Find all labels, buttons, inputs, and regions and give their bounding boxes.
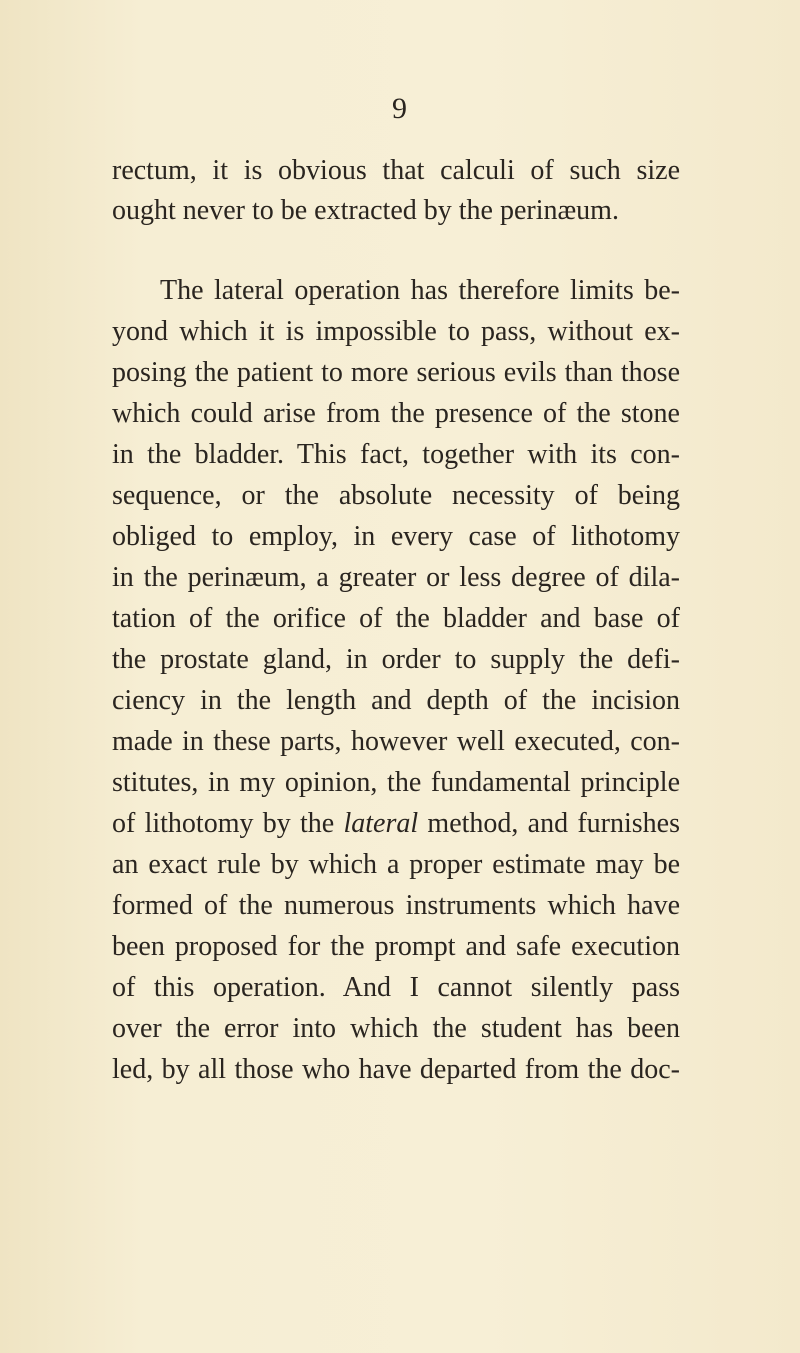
text-line: obliged to employ, in every case of lithotomy [112, 521, 680, 552]
text-span: method, and furnishes [418, 808, 681, 839]
text-line: The lateral operation has therefore limits be- [160, 275, 680, 306]
text-line-with-italic [112, 808, 680, 840]
text-line: rectum, it is obvious that calculi of such size [112, 155, 680, 186]
text-line: ought never to be extracted by the perinæum. [112, 195, 619, 226]
text-line: over the error into which the student has been [112, 1013, 680, 1044]
text-line: which could arise from the presence of the stone [112, 398, 680, 429]
text-line: in the bladder. This fact, together with its con- [112, 439, 680, 470]
text-line: posing the patient to more serious evils than those [112, 357, 680, 388]
text-line: made in these parts, however well executed, con- [112, 726, 680, 757]
text-line: led, by all those who have departed from the doc- [112, 1054, 680, 1085]
text-line: ciency in the length and depth of the incision [112, 685, 680, 716]
text-span: of lithotomy by the [112, 808, 344, 839]
italic-term: lateral [343, 808, 419, 839]
text-line: the prostate gland, in order to supply the defi- [112, 644, 680, 675]
text-line: yond which it is impossible to pass, without ex- [112, 316, 680, 347]
text-line: an exact rule by which a proper estimate may be [112, 849, 680, 880]
text-line: tation of the orifice of the bladder and base of [112, 603, 680, 634]
text-line: been proposed for the prompt and safe execution [112, 931, 680, 962]
text-line: of this operation. And I cannot silently pass [112, 972, 680, 1003]
page-number: 9 [392, 92, 408, 125]
text-line: formed of the numerous instruments which have [112, 890, 680, 921]
text-line: stitutes, in my opinion, the fundamental principle [112, 767, 680, 798]
text-line: in the perinæum, a greater or less degree of dila- [112, 562, 680, 593]
text-line: sequence, or the absolute necessity of being [112, 480, 680, 511]
